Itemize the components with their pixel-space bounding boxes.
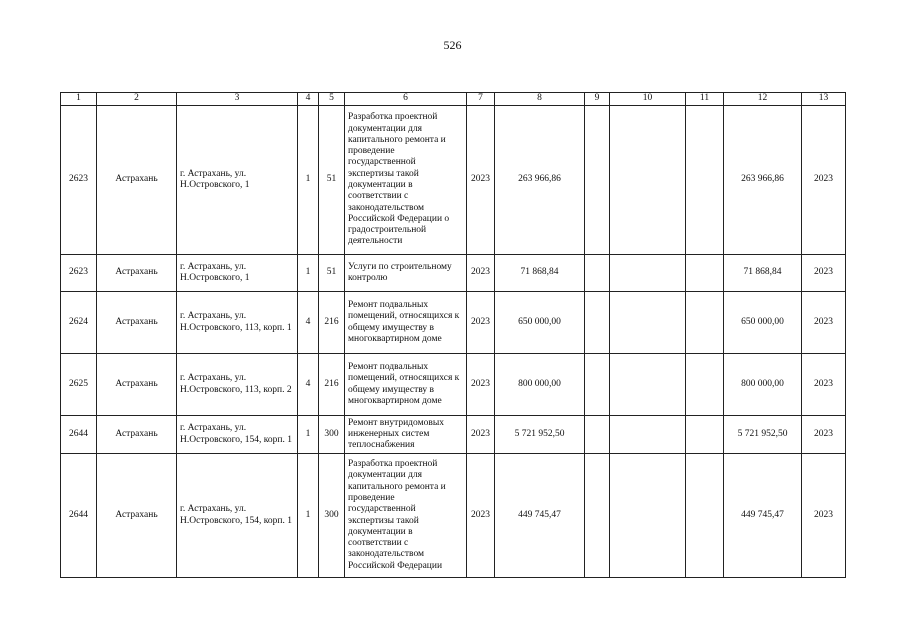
header-cell: 4 [298,93,319,106]
cell-col11 [686,454,724,578]
cell-address: г. Астрахань, ул. Н.Островского, 154, корп. 1 [177,454,298,578]
cell-city: Астрахань [97,255,177,292]
table-row [61,416,846,454]
cell-col4: 1 [298,454,319,578]
cell-work: Разработка проектной документации для капитального ремонта и проведение государственной экспертизы такой документации в соответствии с законодательством Российской Федерации о градостроительной деятельности [345,106,467,255]
cell-col9 [585,255,610,292]
cell-col12: 5 721 952,50 [724,416,802,454]
cell-col13: 2023 [802,454,846,578]
header-cell: 7 [467,93,495,106]
cell-col9 [585,416,610,454]
cell-year: 2023 [467,255,495,292]
cell-col13: 2023 [802,416,846,454]
cell-col8: 5 721 952,50 [495,416,585,454]
cell-col11 [686,292,724,354]
cell-year: 2023 [467,416,495,454]
cell-col13: 2023 [802,255,846,292]
cell-col13: 2023 [802,292,846,354]
cell-col8: 263 966,86 [495,106,585,255]
cell-col12: 449 745,47 [724,454,802,578]
cell-col12: 800 000,00 [724,354,802,416]
header-cell: 9 [585,93,610,106]
cell-col9 [585,354,610,416]
header-cell: 3 [177,93,298,106]
cell-col10 [610,454,686,578]
data-table [60,92,846,578]
cell-col12: 263 966,86 [724,106,802,255]
cell-col5: 216 [319,354,345,416]
cell-address: г. Астрахань, ул. Н.Островского, 113, корп. 2 [177,354,298,416]
cell-col4: 1 [298,416,319,454]
cell-col11 [686,106,724,255]
cell-city: Астрахань [97,354,177,416]
cell-work: Ремонт внутридомовых инженерных систем теплоснабжения [345,416,467,454]
cell-col5: 300 [319,416,345,454]
cell-address: г. Астрахань, ул. Н.Островского, 154, корп. 1 [177,416,298,454]
table-row [61,454,846,578]
cell-col10 [610,416,686,454]
cell-col13: 2023 [802,354,846,416]
cell-col10 [610,106,686,255]
cell-year: 2023 [467,454,495,578]
cell-id: 2625 [61,354,97,416]
cell-year: 2023 [467,292,495,354]
table-row [61,354,846,416]
cell-col5: 216 [319,292,345,354]
header-cell: 6 [345,93,467,106]
cell-city: Астрахань [97,454,177,578]
cell-year: 2023 [467,106,495,255]
cell-address: г. Астрахань, ул. Н.Островского, 1 [177,255,298,292]
cell-year: 2023 [467,354,495,416]
cell-col10 [610,354,686,416]
cell-work: Услуги по строительному контролю [345,255,467,292]
cell-col8: 800 000,00 [495,354,585,416]
cell-col4: 1 [298,255,319,292]
header-row [61,93,846,106]
cell-address: г. Астрахань, ул. Н.Островского, 113, корп. 1 [177,292,298,354]
page-number: 526 [443,38,462,52]
cell-col5: 51 [319,255,345,292]
header-cell: 1 [61,93,97,106]
cell-work: Ремонт подвальных помещений, относящихся к общему имуществу в многоквартирном доме [345,354,467,416]
table-row [61,106,846,255]
header-cell: 10 [610,93,686,106]
cell-work: Разработка проектной документации для капитального ремонта и проведение государственной экспертизы такой документации в соответствии с законодательством Российской Федерации [345,454,467,578]
header-cell: 13 [802,93,846,106]
cell-id: 2644 [61,416,97,454]
cell-col5: 51 [319,106,345,255]
cell-city: Астрахань [97,416,177,454]
cell-col13: 2023 [802,106,846,255]
cell-col10 [610,292,686,354]
header-cell: 11 [686,93,724,106]
cell-id: 2623 [61,255,97,292]
header-cell: 5 [319,93,345,106]
cell-col4: 4 [298,292,319,354]
cell-col8: 449 745,47 [495,454,585,578]
cell-col12: 650 000,00 [724,292,802,354]
cell-col8: 71 868,84 [495,255,585,292]
cell-col4: 1 [298,106,319,255]
cell-col11 [686,354,724,416]
table-row [61,255,846,292]
cell-city: Астрахань [97,292,177,354]
cell-city: Астрахань [97,106,177,255]
cell-col10 [610,255,686,292]
cell-address: г. Астрахань, ул. Н.Островского, 1 [177,106,298,255]
cell-id: 2624 [61,292,97,354]
cell-col8: 650 000,00 [495,292,585,354]
cell-col9 [585,106,610,255]
table-row [61,292,846,354]
cell-id: 2644 [61,454,97,578]
cell-col11 [686,416,724,454]
header-cell: 12 [724,93,802,106]
header-cell: 8 [495,93,585,106]
cell-col9 [585,454,610,578]
cell-work: Ремонт подвальных помещений, относящихся к общему имуществу в многоквартирном доме [345,292,467,354]
header-cell: 2 [97,93,177,106]
cell-col4: 4 [298,354,319,416]
cell-col11 [686,255,724,292]
cell-col12: 71 868,84 [724,255,802,292]
cell-col5: 300 [319,454,345,578]
cell-col9 [585,292,610,354]
cell-id: 2623 [61,106,97,255]
